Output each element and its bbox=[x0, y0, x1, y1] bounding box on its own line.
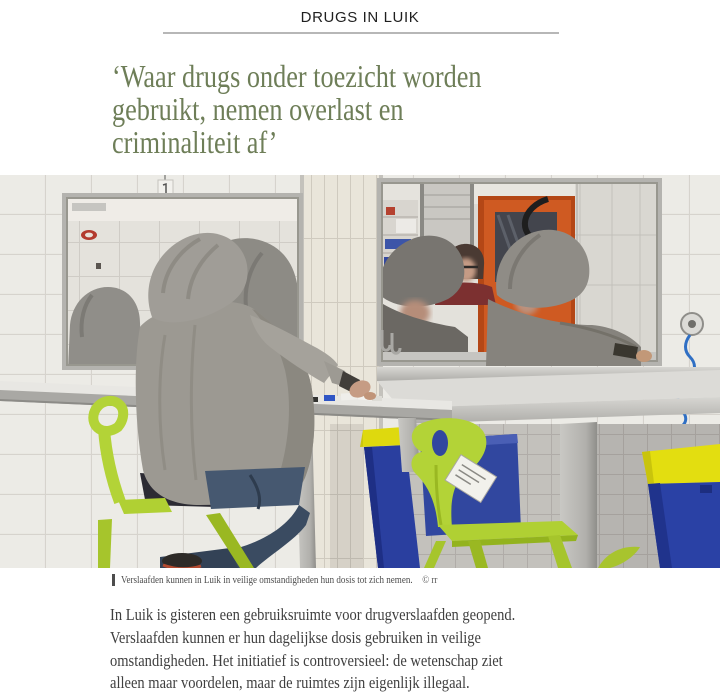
article-body bbox=[110, 604, 515, 695]
headline-line: criminaliteit af’ bbox=[112, 124, 278, 160]
body-line: alleen maar voordelen, maar de ruimtes zijn eigenlijk illegaal. bbox=[110, 673, 470, 693]
headline-line: gebruikt, nemen overlast en bbox=[112, 91, 404, 127]
kicker-rule bbox=[163, 32, 559, 34]
body-line: In Luik is gisteren een gebruiksruimte voor drugverslaafden geopend. bbox=[110, 605, 516, 624]
article-headline bbox=[112, 60, 481, 159]
photo-credit: © rr bbox=[422, 574, 438, 586]
caption-marker bbox=[112, 574, 115, 586]
photo-caption bbox=[112, 573, 712, 587]
body-line: omstandigheden. Het initiatief is controversieel: de wetenschap ziet bbox=[110, 650, 503, 670]
article-photo bbox=[0, 175, 720, 568]
section-kicker: DRUGS IN LUIK bbox=[300, 9, 420, 26]
headline-line: ‘Waar drugs onder toezicht worden bbox=[112, 58, 482, 94]
body-line: Verslaafden kunnen er hun dagelijkse dosis gebruiken in veilige bbox=[110, 627, 481, 647]
caption-text: Verslaafden kunnen in Luik in veilige omstandigheden hun dosis tot zich nemen. bbox=[121, 574, 413, 586]
